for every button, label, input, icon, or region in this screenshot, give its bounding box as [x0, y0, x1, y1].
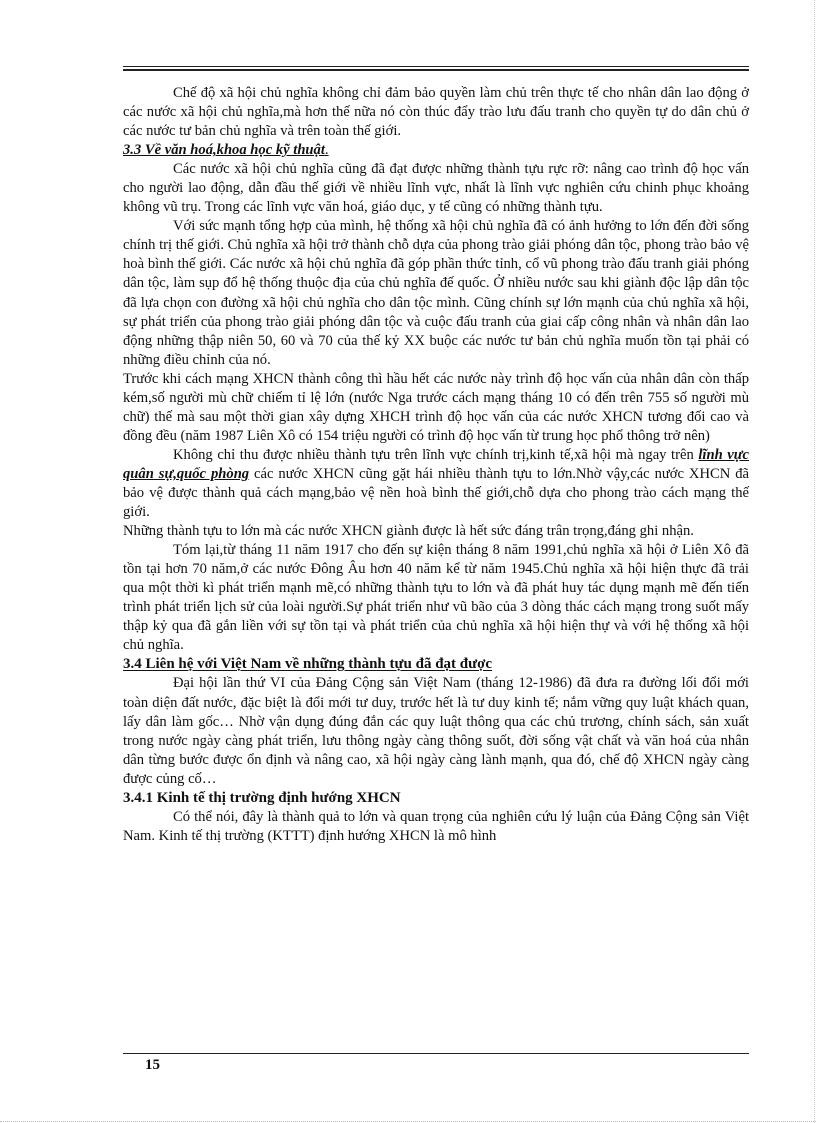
page-number: 15: [145, 1057, 160, 1073]
section-heading-3-4-1: 3.4.1 Kinh tế thị trường định hướng XHCN: [123, 789, 401, 806]
paragraph-1: Chế độ xã hội chủ nghĩa không chỉ đảm bảo quyền làm chủ trên thực tế cho nhân dân lao động ở các nước xã hội chủ nghĩa,mà hơn thế nữa nó còn thúc đẩy trào lưu đấu tranh cho quyền tự do dân chủ ở các nước tư bản chủ nghĩa và trên toàn thế giới.: [123, 85, 749, 140]
page-edge-dotted: [0, 1121, 816, 1122]
paragraph-5-end: các nước XHCN cũng gặt hái nhiều thành tựu to lớn.Nhờ vậy,các nước XHCN đã bảo vệ được thành quả cách mạng,bảo vệ nền hoà bình thế giới,chỗ dựa cho phong trào cách mạng thế giới.: [123, 465, 749, 521]
section-heading-3-3-dot: .: [324, 142, 329, 159]
section-heading-3-3: [123, 141, 749, 160]
page-body: [123, 84, 749, 846]
paragraph-7: Tóm lại,từ tháng 11 năm 1917 cho đến sự kiện tháng 8 năm 1991,chủ nghĩa xã hội ở Liên Xô đã tồn tại hơn 70 năm,ở các nước Đông Âu hơn 40 năm kể từ năm 1945.Chủ nghĩa xã hội hiện thực đã trải qua một thời kì phát triển mạnh mẽ,có những thành tựu to lớn và đã phát huy tác dụng mạnh mẽ đến tiến trình phát triển lịch sử của loài người.Sự phát triển như vũ bão của 3 dòng thác cách mạng trong suốt mấy thập kỷ qua đã gắn liền với sự tồn tại và phát triển của chủ nghĩa xã hội hiện thự và với hệ thống xã hội chủ nghĩa.: [123, 542, 749, 654]
paragraph-5: [123, 446, 749, 522]
header-rule: [123, 66, 749, 67]
emphasis-military: lĩnh vực quân sự,quốc phòng: [123, 446, 749, 482]
section-heading-3-4: 3.4 Liên hệ với Việt Nam về những thành tựu đã đạt được: [123, 656, 493, 673]
page-side-dotted: [814, 0, 815, 1123]
section-heading-3-3-text: 3.3 Về văn hoá,khoa học kỹ thuật: [123, 142, 325, 159]
paragraph-4: Trước khi cách mạng XHCN thành công thì hầu hết các nước này trình độ học vấn của nhân dân còn thấp kém,số người mù chữ chiếm tỉ lệ lớn (nước Nga trước cách mạng tháng 10 có đến trên 755 số người mù chữ) thế mà sau một thời gian xây dựng XHCH trình độ học vấn của các nước XHCN tương đối cao và đồng đều (năm 1987 Liên Xô có 154 triệu người có trình độ học vấn từ trung học phổ thông trở nên): [123, 370, 749, 444]
footer-rule: [123, 1053, 749, 1054]
header-rule-thick: [123, 69, 749, 71]
paragraph-2: Các nước xã hội chủ nghĩa cũng đã đạt được những thành tựu rực rỡ: nâng cao trình độ học vấn cho người lao động, dẫn đầu thế giới về nhiều lĩnh vực, nhất là lĩnh vực nghiên cứu chinh phục khoảng không vũ trụ. Trong các lĩnh vực văn hoá, giáo dục, y tế cũng có những thành tựu.: [123, 161, 749, 216]
paragraph-9: Có thể nói, đây là thành quả to lớn và quan trọng của nghiên cứu lý luận của Đảng Cộng sản Việt Nam. Kinh tế thị trường (KTTT) định hướng XHCN là mô hình: [123, 808, 749, 844]
paragraph-5-start: Không chỉ thu được nhiều thành tựu trên lĩnh vực chính trị,kinh tế,xã hội mà ngay trên: [173, 446, 699, 463]
paragraph-6: Những thành tựu to lớn mà các nước XHCN giành được là hết sức đáng trân trọng,đáng ghi nhận.: [123, 523, 694, 540]
paragraph-3: Với sức mạnh tổng hợp của mình, hệ thống xã hội chủ nghĩa đã có ảnh hưởng to lớn đến đời sống chính trị thế giới. Chủ nghĩa xã hội trở thành chỗ dựa của phong trào giải phóng dân tộc, phong trào bảo vệ hoà bình thế giới. Các nước xã hội chủ nghĩa đã góp phần thức tỉnh, cổ vũ phong trào đấu tranh giải phóng dân tộc, làm sụp đổ hệ thống thuộc địa của chủ nghĩa đế quốc. Ở nhiều nước sau khi giành độc lập dân tộc đã lựa chọn con đường xã hội chủ nghĩa cho dân tộc mình. Cũng chính sự lớn mạnh của chủ nghĩa xã hội, sự phát triển của phong trào giải phóng dân tộc và cuộc đấu tranh của giai cấp công nhân và nhân dân lao động những thập niên 50, 60 và 70 của thế kỷ XX buộc các nước tư bản chủ nghĩa muốn tồn tại phải có những điều chỉnh của nó.: [123, 218, 749, 368]
paragraph-8: Đại hội lần thứ VI của Đảng Cộng sản Việt Nam (tháng 12-1986) đã đưa ra đường lối đổi mới toàn diện đất nước, đặc biệt là đổi mới tư duy, trước hết là tư duy kinh tế; nắm vững quy luật khách quan, lấy dân làm gốc… Nhờ vận dụng đúng đắn các quy luật thông qua các chủ trương, chính sách, sản xuất trong nước ngày càng phát triển, lưu thông ngày càng thông suốt, đời sống vật chất và văn hoá của nhân dân từng bước được ổn định và nâng cao, xã hội ngày càng lành mạnh, qua đó, chế độ XHCN ngày càng được củng cố…: [123, 675, 749, 787]
